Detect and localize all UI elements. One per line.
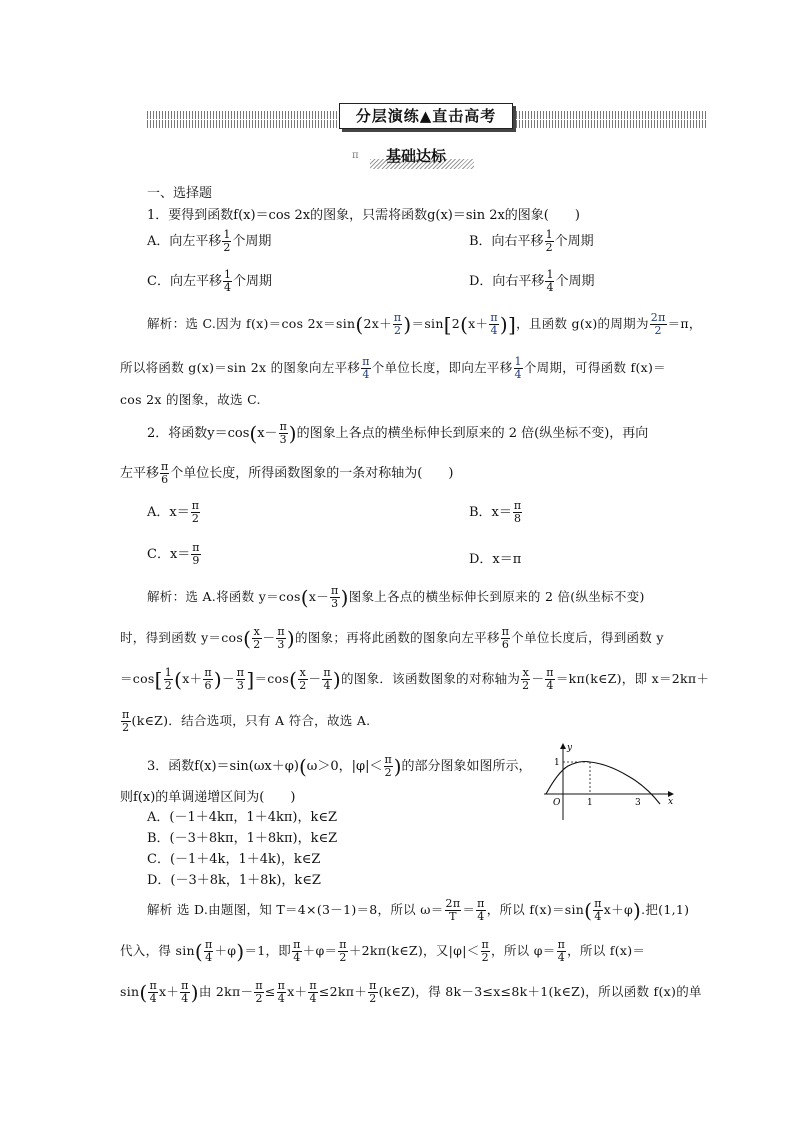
q2-stem-line1: 2．将函数y＝cos(x－ $\frac{\pi}{3}$ )的图象上各点的横坐标伸长到原来的 2 倍(纵坐标不变)，再向	[147, 420, 649, 446]
y-label: y	[567, 743, 573, 753]
fraction: $\frac{1}{2}$	[223, 228, 231, 254]
y-axis-arrow-icon	[560, 743, 566, 749]
fraction: $\frac{\pi}{4}$	[277, 979, 286, 1005]
q1-option-d-text: D．向右平移	[469, 274, 545, 289]
q1-option-b-text: B．向右平移	[469, 234, 544, 249]
fraction: $\frac{\pi}{4}$	[181, 979, 189, 1005]
fraction: $\frac{\pi}{3}$	[236, 666, 245, 692]
q1-stem: 1．要得到函数f(x)＝cos 2x的图象，只需将函数g(x)＝sin 2x的图象( )	[147, 208, 580, 223]
q2-option-a: A．x＝ $\frac{\pi}{2}$	[147, 499, 199, 525]
fraction: $\frac{\pi}{6}$	[161, 460, 169, 486]
origin-label: O	[553, 798, 561, 808]
q2-option-d: D．x＝π	[469, 552, 522, 567]
q1-solution-line3: cos 2x 的图象，故选 C.	[120, 392, 261, 407]
fraction: $\frac{\pi}{4}$	[546, 666, 554, 692]
fraction: $\frac{\pi}{2}$	[339, 938, 347, 964]
fraction: $\frac{\pi}{3}$	[277, 625, 285, 651]
fraction: $\frac{\pi}{4}$	[557, 938, 566, 964]
q1-option-a	[147, 229, 271, 254]
q1-option-a-text: A．向左平移	[147, 234, 222, 249]
q1-option-suffix: 个周期	[554, 234, 594, 249]
q1-option-c-text: C．向左平移	[147, 274, 222, 289]
q3-solution-line2: 代入，得 sin( $\frac{\pi}{4}$ ＋φ)＝1，即 $\frac{\pi}{4}$ ＋φ＝ $\frac{\pi}{2}$ ＋2kπ(k∈Z)，又|φ|＜ $\frac{\pi}{2}$ ，所以 φ＝ $\frac{\pi}{4}$ ，所以 f(x)＝	[120, 938, 646, 964]
q1-option-c	[147, 269, 272, 294]
fraction: $\frac{\pi}{2}$	[255, 979, 263, 1005]
q1-option-suffix: 个周期	[232, 274, 272, 289]
x-tick-1: 1	[587, 798, 593, 808]
q1-option-b	[469, 229, 594, 254]
q3-solution-line3: sin( $\frac{\pi}{4}$ x＋ $\frac{\pi}{4}$ )由 2kπ－ $\frac{\pi}{2}$ ≤ $\frac{\pi}{4}$ x＋ $\frac{\pi}{4}$ ≤2kπ＋ $\frac{\pi}{2}$ (k∈Z)，得 8k－3≤x≤8k＋1(k∈Z)，所以函数 f(x)的单	[120, 979, 702, 1005]
pi-ornament-icon: π	[352, 150, 359, 161]
q3-option-d: D．(－3＋8k，1＋8k)，k∈Z	[147, 873, 321, 888]
fraction: $\frac{\pi}{4}$	[490, 311, 498, 337]
fraction: $\frac{1}{4}$	[546, 268, 554, 294]
fraction: $\frac{\pi}{2}$	[384, 753, 392, 779]
fraction: $\frac{\pi}{3}$	[331, 584, 339, 610]
fraction: $\frac{1}{4}$	[514, 355, 522, 381]
q3-option-a: A．(－1＋4kπ，1＋4kπ)，k∈Z	[147, 810, 337, 825]
fraction: $\frac{1}{2}$	[164, 666, 173, 692]
fraction: $\frac{1}{2}$	[545, 228, 553, 254]
fraction: $\frac{\pi}{4}$	[477, 897, 485, 923]
fraction: $\frac{\pi}{4}$	[309, 979, 317, 1005]
q2-solution-line4: $\frac{\pi}{2}$ (k∈Z)．结合选项，只有 A 符合，故选 A.	[122, 708, 371, 734]
fraction: $\frac{\pi}{6}$	[501, 625, 510, 651]
fraction: $\frac{\pi}{9}$	[192, 541, 200, 567]
fraction: $\frac{\pi}{2}$	[191, 499, 199, 525]
q3-option-b: B．(－3＋8kπ，1＋8kπ)，k∈Z	[147, 831, 338, 846]
section-banner: 分层演练▲直击高考	[339, 103, 513, 129]
fraction: $\frac{\pi}{2}$	[481, 938, 490, 964]
subheading	[362, 143, 470, 169]
subheading-title: 基础达标	[385, 147, 446, 165]
fraction: $\frac{x}{2}$	[299, 666, 307, 692]
fraction: $\frac{\pi}{4}$	[594, 897, 602, 923]
q3-stem-line2: 则f(x)的单调递增区间为( )	[120, 790, 296, 805]
fraction: $\frac{\pi}{4}$	[149, 979, 158, 1005]
fraction: $\frac{\pi}{2}$	[393, 311, 402, 337]
fraction: $\frac{x}{2}$	[253, 625, 261, 651]
q1-solution-line1: 解析：选 C.因为 f(x)＝cos 2x＝sin(2x＋ $\frac{\pi}{2}$ )＝sin[2(x＋ $\frac{\pi}{4}$ )]，且函数 g(x)的周期为 $\frac{2\pi}{2}$ ＝π，	[147, 311, 702, 337]
q2-solution-line2: 时，得到函数 y＝cos( $\frac{x}{2}$ － $\frac{\pi}{3}$ )的图象；再将此函数的图象向左平移 $\frac{\pi}{6}$ 个单位长度后，得到函数 y	[120, 625, 664, 651]
fraction: $\frac{\pi}{4}$	[323, 666, 331, 692]
x-tick-3: 3	[635, 798, 641, 808]
fraction: $\frac{\pi}{4}$	[362, 355, 370, 381]
fraction: $\frac{\pi}{2}$	[122, 708, 130, 734]
q3-option-c: C．(－1＋4k，1＋4k)，k∈Z	[147, 852, 321, 867]
q2-option-c: C．x＝ $\frac{\pi}{9}$	[147, 541, 200, 567]
q2-stem-line2: 左平移 $\frac{\pi}{6}$ 个单位长度，所得函数图象的一条对称轴为( )	[120, 460, 454, 486]
fraction: $\frac{\pi}{4}$	[204, 938, 213, 964]
q1-solution-line2: 所以将函数 g(x)＝sin 2x 的图象向左平移 $\frac{\pi}{4}$ 个单位长度，即向左平移 $\frac{1}{4}$ 个周期，可得函数 f(x)＝	[120, 355, 666, 381]
fraction: $\frac{\pi}{3}$	[279, 420, 287, 446]
q2-solution-line3: ＝cos[ $\frac{1}{2}$ (x＋ $\frac{\pi}{6}$ )－ $\frac{\pi}{3}$ ]＝cos( $\frac{x}{2}$ － $\frac{\pi}{4}$ )的图象．该函数图象的对称轴为 $\frac{x}{2}$ － $\frac{\pi}{4}$ ＝kπ(k∈Z)，即 x＝2kπ＋	[120, 666, 710, 692]
q1-option-suffix: 个周期	[232, 234, 272, 249]
fraction: $\frac{2\pi}{T}$	[445, 897, 461, 923]
y-tick-1: 1	[554, 758, 560, 768]
fraction: $\frac{1}{4}$	[223, 268, 231, 294]
fraction: $\frac{x}{2}$	[522, 666, 530, 692]
fraction: $\frac{\pi}{2}$	[369, 979, 377, 1005]
q3-solution-line1: 解析 选 D.由题图，知 T＝4×(3－1)＝8，所以 ω＝ $\frac{2\pi}{T}$ ＝ $\frac{\pi}{4}$ ，所以 f(x)＝sin( $\frac{\pi}{4}$ x＋φ).把(1,1)	[147, 897, 690, 923]
fraction: $\frac{\pi}{8}$	[513, 499, 522, 525]
q2-option-b: B．x＝ $\frac{\pi}{8}$	[469, 499, 522, 525]
q2-solution-line1: 解析：选 A.将函数 y＝cos(x－ $\frac{\pi}{3}$ )图象上各点的横坐标伸长到原来的 2 倍(纵坐标不变)	[147, 584, 645, 610]
section-title: 一、选择题	[147, 186, 213, 201]
fraction: $\frac{\pi}{4}$	[293, 938, 301, 964]
x-label: x	[668, 797, 674, 807]
q1-option-d	[469, 269, 594, 294]
q3-stem-line1: 3．函数f(x)＝sin(ωx＋φ)(ω＞0，|φ|＜ $\frac{\pi}{2}$ )的部分图象如图所示，	[147, 753, 532, 779]
q1-option-suffix: 个周期	[555, 274, 595, 289]
q3-sine-graph	[538, 740, 678, 822]
fraction: $\frac{\pi}{6}$	[204, 666, 212, 692]
fraction: $\frac{2\pi}{2}$	[650, 311, 666, 337]
